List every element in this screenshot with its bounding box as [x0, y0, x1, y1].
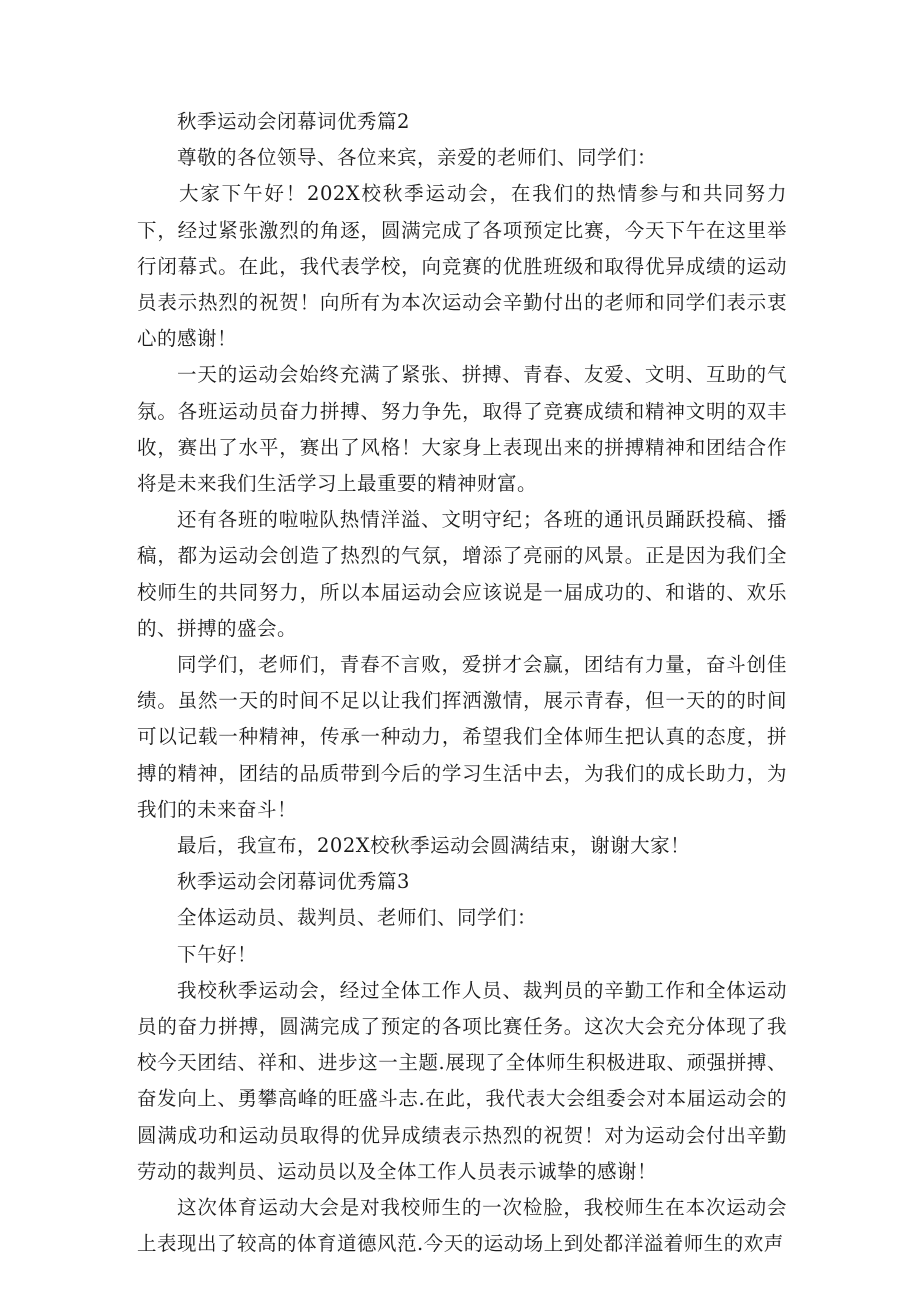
greeting-2: 下午好！: [177, 942, 258, 966]
salutation-1: 尊敬的各位领导、各位来宾，亲爱的老师们、同学们：: [177, 146, 658, 170]
salutation-2: 全体运动员、裁判员、老师们、同学们：: [177, 906, 538, 930]
paragraph: 我校秋季运动会，经过全体工作人员、裁判员的辛勤工作和全体运动员的奋力拼搏，圆满完成了预定的各项比赛任务。这次大会充分体现了我校今天团结、祥和、进步这一主题.展现了全体师生积极进取、顽强拼搏、奋发向上、勇攀高峰的旺盛斗志.在此，我代表大会组委会对本届运动会的圆满成功和运动员取得的优异成绩表示热烈的祝贺！对为运动会付出辛勤劳动的裁判员、运动员以及全体工作人员表示诚挚的感谢！: [137, 978, 787, 1183]
paragraph: 这次体育运动大会是对我校师生的一次检脸，我校师生在本次运动会上表现出了较高的体育道德风范.今天的运动场上到处都洋溢着师生的欢声: [137, 1196, 787, 1256]
paragraph: 还有各班的啦啦队热情洋溢、文明守纪；各班的通讯员踊跃投稿、播稿，都为运动会创造了热烈的气氛，增添了亮丽的风景。正是因为我们全校师生的共同努力，所以本届运动会应该说是一届成功的、和谐的、欢乐的、拼搏的盛会。: [137, 508, 787, 640]
section-heading-1: 秋季运动会闭幕词优秀篇2: [177, 110, 410, 133]
paragraph: 一天的运动会始终充满了紧张、拼搏、青春、友爱、文明、互助的气氛。各班运动员奋力拼搏、努力争先，取得了竞赛成绩和精神文明的双丰收，赛出了水平，赛出了风格！大家身上表现出来的拼搏精神和团结合作将是未来我们生活学习上最重要的精神财富。: [137, 363, 787, 496]
closing-line: 最后，我宣布，202X校秋季运动会圆满结束，谢谢大家！: [177, 834, 691, 858]
document-page: [137, 104, 787, 1263]
paragraph: 同学们，老师们，青春不言败，爱拼才会赢，团结有力量，奋斗创佳绩。虽然一天的时间不足以让我们挥洒激情，展示青春，但一天的的时间可以记载一种精神，传承一种动力，希望我们全体师生把认真的态度，拼搏的精神，团结的品质带到今后的学习生活中去，为我们的成长助力，为我们的未来奋斗！: [137, 653, 787, 821]
paragraph: 大家下午好！202X校秋季运动会，在我们的热情参与和共同努力下，经过紧张激烈的角逐，圆满完成了各项预定比赛，今天下午在这里举行闭幕式。在此，我代表学校，向竞赛的优胜班级和取得优异成绩的运动员表示热烈的祝贺！向所有为本次运动会辛勤付出的老师和同学们表示衷心的感谢！: [137, 182, 787, 351]
section-heading-2: 秋季运动会闭幕词优秀篇3: [177, 870, 410, 894]
